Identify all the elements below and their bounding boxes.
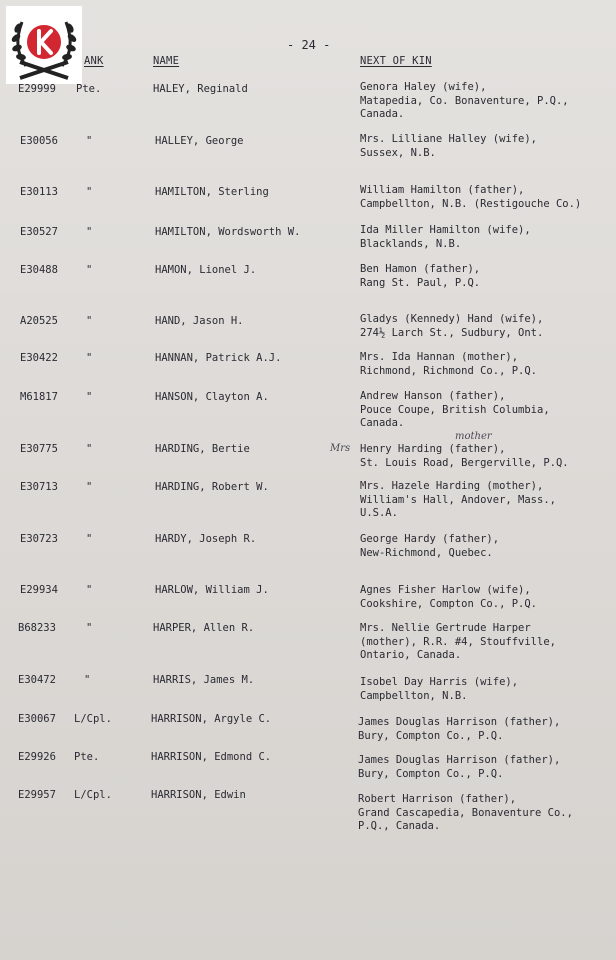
soldier-name: HARDING, Robert W. (155, 481, 269, 493)
service-number: E30775 (20, 443, 58, 455)
service-number: E30113 (20, 186, 58, 198)
service-number: E30527 (20, 226, 58, 238)
next-of-kin: James Douglas Harrison (father), Bury, Compton Co., P.Q. (358, 754, 561, 780)
service-number: E30056 (20, 135, 58, 147)
soldier-name: HAMILTON, Wordsworth W. (155, 226, 301, 238)
soldier-name: HAMILTON, Sterling (155, 186, 269, 198)
service-number: B68233 (18, 622, 56, 634)
rank: " (86, 533, 93, 545)
soldier-name: HARDING, Bertie (155, 443, 250, 455)
next-of-kin: William Hamilton (father), Campbellton, N.B. (Restigouche Co.) (360, 184, 582, 210)
soldier-name: HARRIS, James M. (153, 674, 255, 686)
rank: " (86, 481, 93, 493)
rank: " (84, 674, 91, 686)
next-of-kin: Genora Haley (wife), Matapedia, Co. Bonaventure, P.Q., Canada. (360, 81, 569, 120)
next-of-kin: Agnes Fisher Harlow (wife), Cookshire, Compton Co., P.Q. (360, 584, 538, 610)
laurel-k-logo (6, 6, 82, 84)
soldier-name: HARRISON, Argyle C. (151, 713, 272, 725)
rank: " (86, 186, 93, 198)
next-of-kin: Andrew Hanson (father), Pouce Coupe, British Columbia, Canada. (360, 390, 550, 429)
soldier-name: HANSON, Clayton A. (155, 391, 269, 403)
rank: Pte. (76, 83, 102, 95)
soldier-name: HARPER, Allen R. (153, 622, 255, 634)
service-number: E30723 (20, 533, 58, 545)
soldier-name: HAND, Jason H. (155, 315, 244, 327)
name-header: NAME (153, 55, 180, 67)
service-number: E30713 (20, 481, 58, 493)
rank: " (86, 135, 93, 147)
rank: " (86, 226, 93, 238)
service-number: E30067 (18, 713, 56, 725)
rank: " (86, 391, 93, 403)
soldier-name: HARLOW, William J. (155, 584, 269, 596)
rank: " (86, 622, 93, 634)
service-number: E29999 (18, 83, 56, 95)
service-number: M61817 (20, 391, 58, 403)
rank: Pte. (74, 751, 100, 763)
service-number: E29957 (18, 789, 56, 801)
soldier-name: HALLEY, George (155, 135, 244, 147)
next-of-kin: Ida Miller Hamilton (wife), Blacklands, N.B. (360, 224, 531, 250)
rank: " (86, 584, 93, 596)
service-number: A20525 (20, 315, 58, 327)
soldier-name: HALEY, Reginald (153, 83, 248, 95)
soldier-name: HARRISON, Edwin (151, 789, 246, 801)
service-number: E30422 (20, 352, 58, 364)
service-number: E29926 (18, 751, 56, 763)
next-of-kin: Ben Hamon (father), Rang St. Paul, P.Q. (360, 263, 481, 289)
next-of-kin: Isobel Day Harris (wife), Campbellton, N.B. (360, 676, 519, 702)
rank: L/Cpl. (74, 713, 112, 725)
next-of-kin: Mrs. Ida Hannan (mother), Richmond, Richmond Co., P.Q. (360, 351, 538, 377)
next-of-kin: James Douglas Harrison (father), Bury, Compton Co., P.Q. (358, 716, 561, 742)
soldier-name: HARDY, Joseph R. (155, 533, 257, 545)
rank: " (86, 352, 93, 364)
service-number: E29934 (20, 584, 58, 596)
next-of-kin: Gladys (Kennedy) Hand (wife), 274½ Larch St., Sudbury, Ont. (360, 313, 544, 339)
handwritten-prefix: Mrs (330, 443, 351, 454)
service-number: E30472 (18, 674, 56, 686)
rank-header: ANK (84, 55, 104, 67)
rank: " (86, 443, 93, 455)
page-number: - 24 - (287, 38, 331, 52)
next-of-kin: George Hardy (father), New-Richmond, Quebec. (360, 533, 500, 559)
rank: L/Cpl. (74, 789, 112, 801)
service-number: E30488 (20, 264, 58, 276)
next-of-kin: Mrs. Nellie Gertrude Harper (mother), R.R. #4, Stouffville, Ontario, Canada. (360, 622, 556, 661)
next-of-kin: Henry Harding (father), St. Louis Road, Bergerville, P.Q. (360, 443, 569, 469)
soldier-name: HANNAN, Patrick A.J. (155, 352, 282, 364)
next-of-kin: Mrs. Lilliane Halley (wife), Sussex, N.B. (360, 133, 538, 159)
handwritten-correction: mother (455, 431, 492, 442)
rank: " (86, 315, 93, 327)
next-of-kin: Robert Harrison (father), Grand Cascapedia, Bonaventure Co., P.Q., Canada. (358, 793, 573, 832)
laurel-k-logo-graphic (6, 6, 82, 84)
soldier-name: HARRISON, Edmond C. (151, 751, 272, 763)
next-of-kin: Mrs. Hazele Harding (mother), William's Hall, Andover, Mass., U.S.A. (360, 480, 556, 519)
next-of-kin-header: NEXT OF KIN (360, 55, 432, 67)
soldier-name: HAMON, Lionel J. (155, 264, 257, 276)
rank: " (86, 264, 93, 276)
